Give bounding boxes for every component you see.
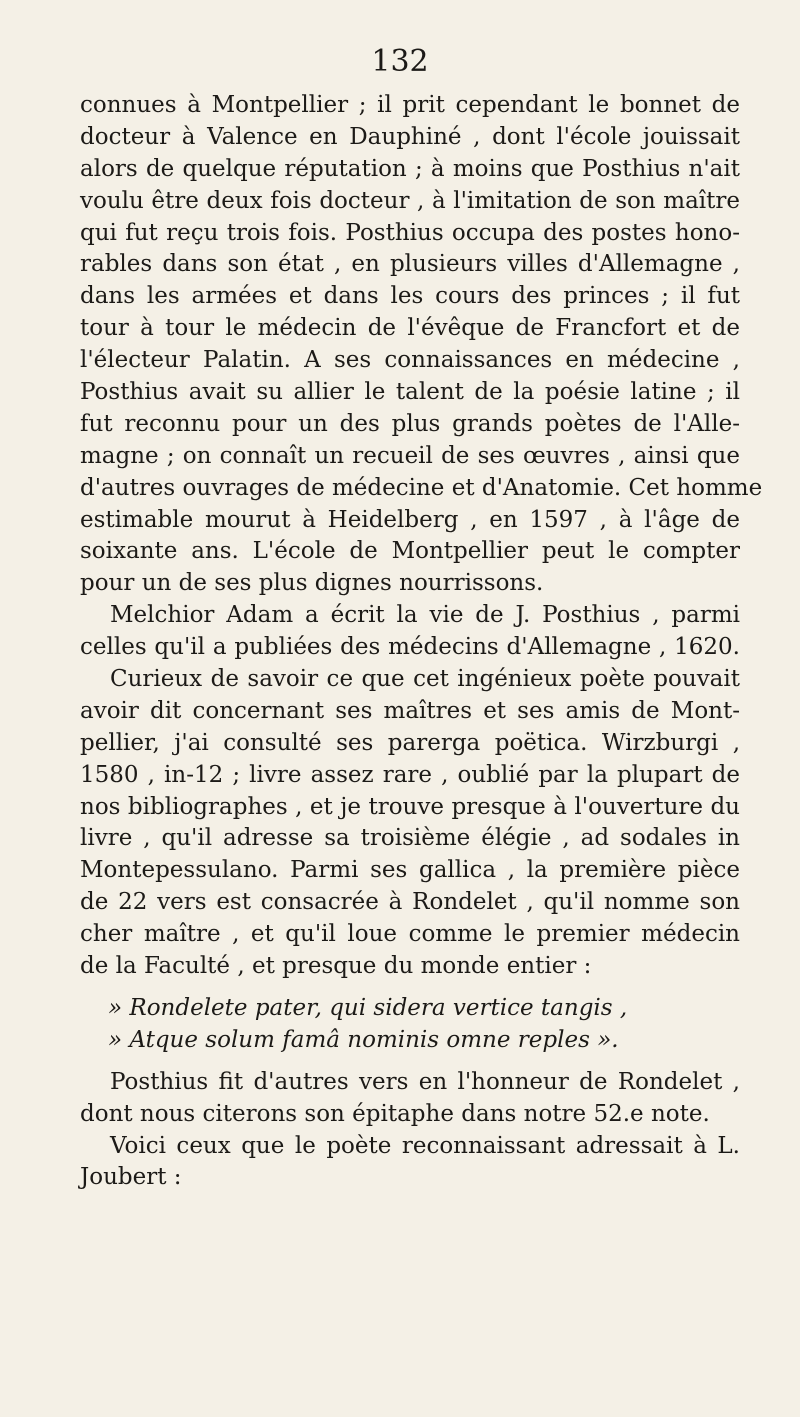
- text-line: Montepessulano. Parmi ses gallica , la première pièce: [80, 857, 740, 884]
- text-line: Melchior Adam a écrit la vie de J. Posthius , parmi: [110, 602, 740, 629]
- text-line: 1580 , in-12 ; livre assez rare , oublié par la plupart de: [80, 761, 740, 788]
- body-text: [80, 90, 763, 1194]
- text-line: avoir dit concernant ses maîtres et ses amis de Mont-: [80, 697, 740, 724]
- page-number: 132: [371, 44, 429, 79]
- quote-line: » Rondelete pater, qui sidera vertice tangis ,: [108, 994, 628, 1021]
- text-line: magne ; on connaît un recueil de ses œuvres , ainsi que: [80, 442, 740, 469]
- text-line: de la Faculté , et presque du monde entier :: [80, 953, 592, 980]
- text-line: pour un de ses plus dignes nourrissons.: [80, 570, 544, 597]
- text-line: Joubert :: [80, 1164, 182, 1191]
- text-line: rables dans son état , en plusieurs villes d'Allemagne ,: [80, 251, 740, 278]
- text-line: livre , qu'il adresse sa troisième élégie , ad sodales in: [80, 825, 740, 852]
- text-line: Voici ceux que le poète reconnaissant adressait à L.: [110, 1132, 740, 1159]
- text-line: estimable mourut à Heidelberg , en 1597 , à l'âge de: [80, 506, 740, 533]
- text-line: connues à Montpellier ; il prit cependant le bonnet de: [80, 92, 740, 118]
- quote-line: » Atque solum famâ nominis omne reples ».: [108, 1026, 619, 1053]
- text-line: cher maître , et qu'il loue comme le premier médecin: [80, 921, 740, 948]
- text-line: d'autres ouvrages de médecine et d'Anatomie. Cet homme: [80, 474, 763, 501]
- text-line: soixante ans. L'école de Montpellier peut le compter: [80, 538, 740, 565]
- text-line: nos bibliographes , et je trouve presque à l'ouverture du: [80, 793, 740, 820]
- text-line: Posthius fit d'autres vers en l'honneur de Rondelet ,: [110, 1068, 740, 1095]
- text-line: tour à tour le médecin de l'évêque de Francfort et de: [80, 315, 740, 342]
- text-line: docteur à Valence en Dauphiné , dont l'école jouissait: [80, 123, 740, 150]
- text-line: dans les armées et dans les cours des princes ; il fut: [80, 283, 740, 310]
- text-line: Posthius avait su allier le talent de la poésie latine ; il: [80, 379, 740, 406]
- text-line: pellier, j'ai consulté ses parerga poëtica. Wirzburgi ,: [80, 729, 740, 756]
- text-line: alors de quelque réputation ; à moins que Posthius n'ait: [80, 155, 740, 182]
- text-line: celles qu'il a publiées des médecins d'Allemagne , 1620.: [80, 634, 740, 661]
- text-line: fut reconnu pour un des plus grands poètes de l'Alle-: [80, 410, 740, 437]
- text-line: dont nous citerons son épitaphe dans notre 52.e note.: [80, 1100, 710, 1127]
- text-line: de 22 vers est consacrée à Rondelet , qu'il nomme son: [80, 889, 740, 916]
- text-line: l'électeur Palatin. A ses connaissances en médecine ,: [80, 347, 740, 374]
- text-line: voulu être deux fois docteur , à l'imitation de son maître: [80, 187, 740, 214]
- text-line: Curieux de savoir ce que cet ingénieux poète pouvait: [110, 666, 740, 693]
- text-line: qui fut reçu trois fois. Posthius occupa des postes hono-: [80, 219, 740, 246]
